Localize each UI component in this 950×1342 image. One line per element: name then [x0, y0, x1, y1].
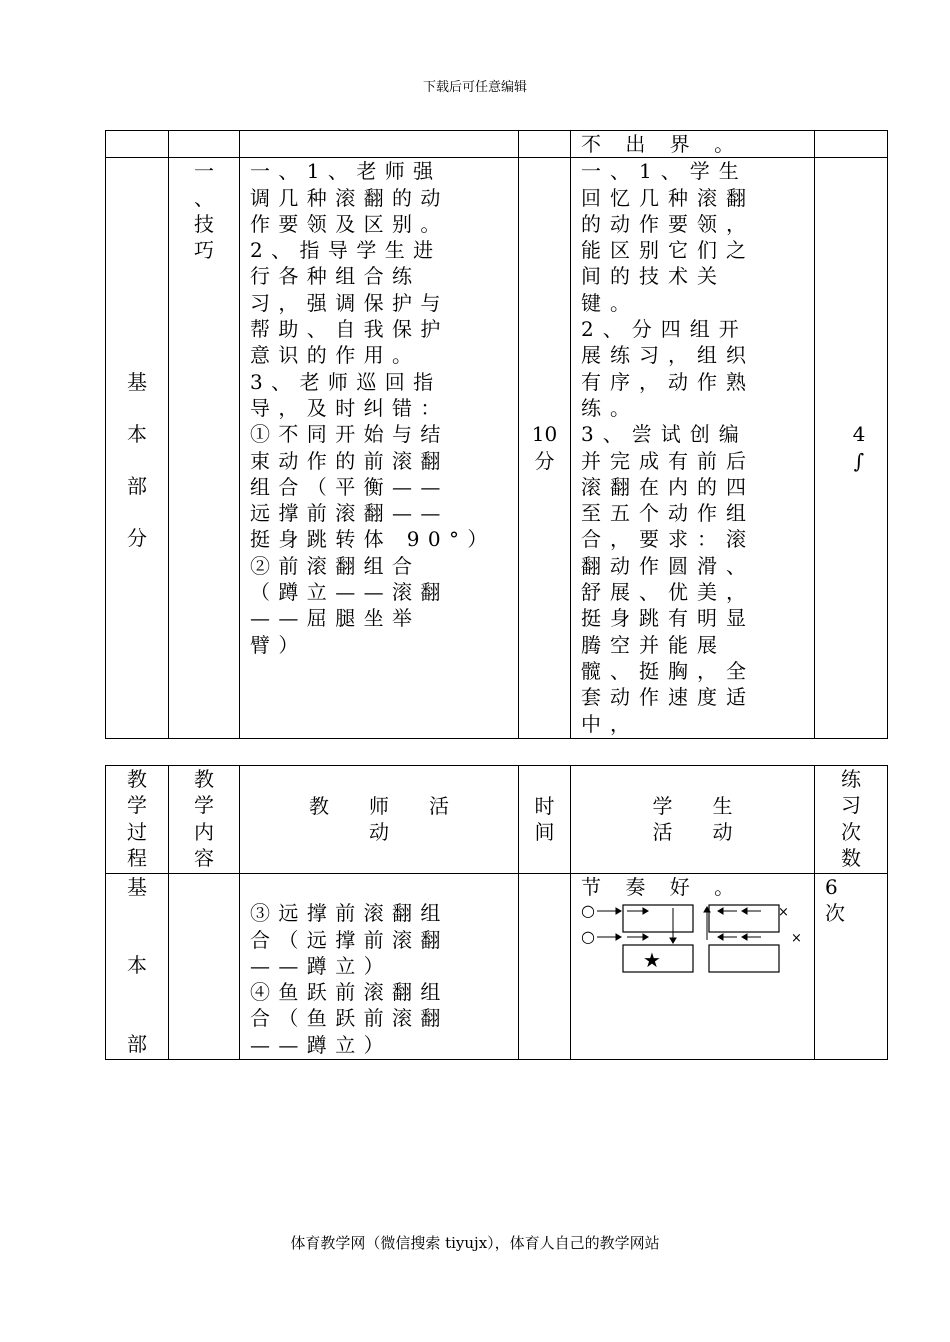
header-teacher-activity: 教 师 活 动 — [240, 766, 519, 874]
cell-count: 6 次 — [815, 874, 888, 1060]
header-student-activity: 学 生 活 动 — [571, 766, 815, 874]
cell-empty — [169, 874, 240, 1060]
header-process: 教 学 过 程 — [106, 766, 169, 874]
cell-student-activity: 一、1、学生 回忆几种滚翻 的动作要领， 能区别它们之 间的技术关 键。 2、分四组开 展练习，组织 有序，动作熟 练。 3、尝试创编 并完成有前后 滚翻在内的四 至五个动作组 合，要求：滚 翻动作圆滑、 舒展、优美， 挺身跳有明显 腾空并能展 髋、挺胸，全 套动作速度适 中， — [571, 158, 815, 739]
cell-student-activity: 节 奏 好 。 ○ ○ × × ★ — [571, 874, 815, 1060]
cell-teacher-activity: ③远撑前滚翻组 合（远撑前滚翻 ——蹲立） ④鱼跃前滚翻组 合（鱼跃前滚翻 ——蹲立） — [240, 874, 519, 1060]
cross-marker: × — [791, 931, 802, 947]
cell-empty — [519, 131, 571, 158]
cell-content: 一 、 技 巧 — [169, 158, 240, 739]
cell-count: 4 ∫ — [815, 158, 888, 739]
circle-marker: ○ — [581, 927, 595, 947]
cell-time: 10 分 — [519, 158, 571, 739]
header-content: 教 学 内 容 — [169, 766, 240, 874]
header-count: 练 习 次 数 — [815, 766, 888, 874]
header-time: 时 间 — [519, 766, 571, 874]
table-row — [106, 158, 888, 739]
cross-marker: × — [778, 905, 789, 921]
page-header: 下载后可任意编辑 — [422, 80, 527, 95]
mat-rect — [709, 905, 779, 932]
table-row — [106, 874, 888, 1060]
cell-empty — [106, 131, 169, 158]
table-header-row — [106, 766, 888, 874]
mat-rect — [623, 905, 693, 932]
cell-empty — [169, 131, 240, 158]
lesson-table-1 — [105, 130, 888, 739]
arrow-icons — [597, 907, 761, 943]
cell-teacher-activity: 一、1、老师强 调几种滚翻的动 作要领及区别。 2、指导学生进 行各种组合练 习，强调保护与 帮助、自我保护 意识的作用。 3、老师巡回指 导，及时纠错： ①不同开始与结 束动作的前滚翻 组合（平衡—— 远撑前滚翻—— 挺身跳转体 90°） ②前滚翻组合 （蹲立——滚翻 ——屈腿坐举 臂） — [240, 158, 519, 739]
cell-empty — [519, 874, 571, 1060]
cell-section: 基 本 部 — [106, 874, 169, 1060]
mat-rect — [709, 945, 779, 972]
cell-empty — [240, 131, 519, 158]
table-row — [106, 131, 888, 158]
formation-diagram — [571, 900, 814, 980]
star-marker: ★ — [643, 948, 661, 973]
cell-section: 基 本 部 分 — [106, 158, 169, 739]
cell-empty — [815, 131, 888, 158]
cell-student-top: 不 出 界 。 — [571, 131, 815, 158]
circle-marker: ○ — [581, 901, 595, 921]
lesson-table-2 — [105, 765, 888, 1060]
page-footer: 体育教学网（微信搜索 tiyujx），体育人自己的教学网站 — [290, 1234, 660, 1252]
